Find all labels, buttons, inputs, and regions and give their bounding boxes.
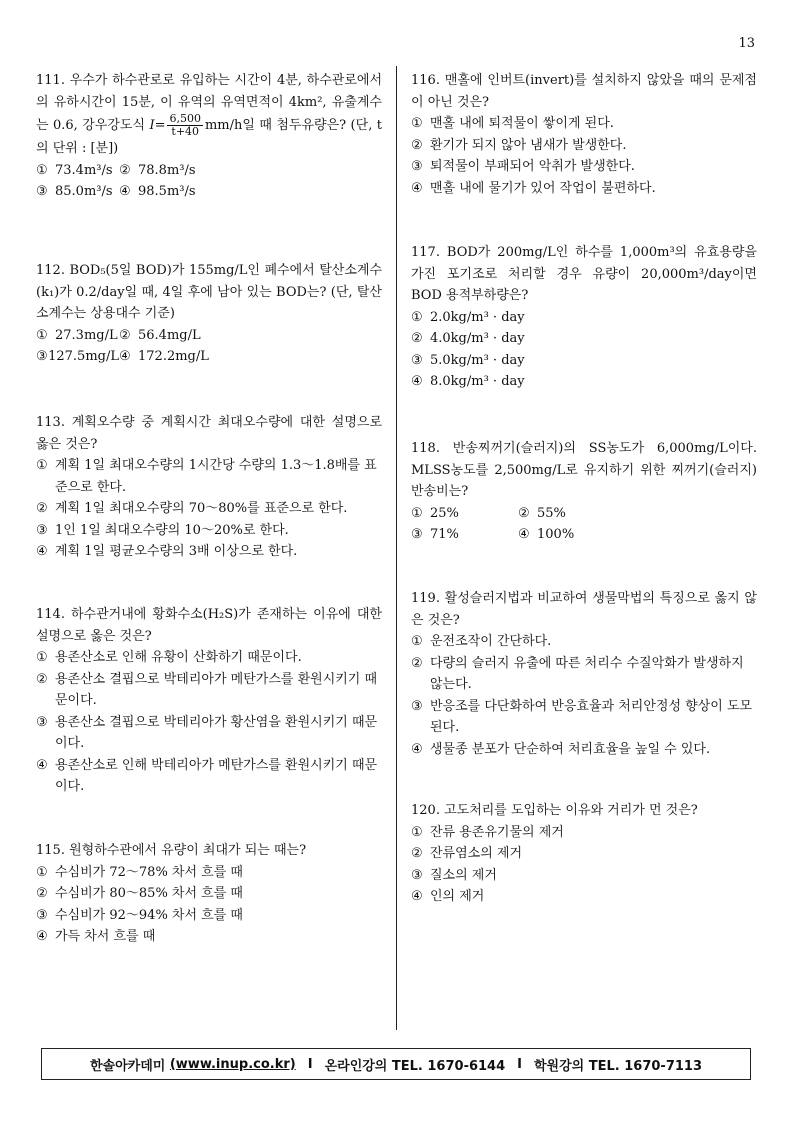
question-119 <box>411 588 757 760</box>
question-stem: 112. BOD₅(5일 BOD)가 155mg/L인 폐수에서 탈산소계수(k₁)가 0.2/day일 때, 4일 후에 남아 있는 BOD는? (단, 탈산소계수는 상용대수 기준) <box>36 263 382 321</box>
option-row <box>36 325 382 347</box>
footer-banner <box>41 1048 751 1080</box>
separator: I <box>517 1056 522 1072</box>
option-3[interactable]: ③ 5.0kg/m³ · day <box>411 352 525 368</box>
option-1[interactable]: ① 계획 1일 최대오수량의 1시간당 수량의 1.3～1.8배를 표준으로 한다. <box>36 458 377 495</box>
option-2[interactable]: ② 계획 1일 최대오수량의 70～80%를 표준으로 한다. <box>36 501 348 516</box>
question-stem: 119. 활성슬러지법과 비교하여 생물막법의 특징으로 옳지 않은 것은? <box>411 591 757 628</box>
option-2[interactable]: ② 다량의 슬러지 유출에 따른 처리수 수질악화가 발생하지 않는다. <box>411 655 744 692</box>
column-divider <box>396 66 397 1030</box>
option-2[interactable]: ② 잔류염소의 제거 <box>411 846 523 861</box>
question-stem: 117. BOD가 200mg/L인 하수를 1,000m³의 유효용량을 가진 포기조로 처리할 경우 유량이 20,000m³/day이면 BOD 용적부하량은? <box>411 245 757 303</box>
option-2[interactable]: ② 수심비가 80～85% 차서 흐를 때 <box>36 886 243 901</box>
option-4[interactable]: ④ 8.0kg/m³ · day <box>411 374 525 389</box>
option-4[interactable]: ④ 172.2mg/L <box>119 349 209 364</box>
question-112 <box>36 260 382 368</box>
question-111 <box>36 70 382 203</box>
option-row <box>36 346 382 368</box>
option-4[interactable]: ④ 가득 차서 흐를 때 <box>36 929 156 944</box>
question-117 <box>411 242 757 393</box>
option-1[interactable]: ① 73.4m³/s <box>36 162 113 178</box>
rainfall-formula: $\frac{6,500}{t+40}$ <box>169 112 201 138</box>
question-stem: 114. 하수관거내에 황화수소(H₂S)가 존재하는 이유에 대한 설명으로 옳은 것은? <box>36 607 382 644</box>
option-row <box>411 503 757 525</box>
option-3[interactable]: ③ 용존산소 결핍으로 박테리아가 황산염을 환원시키기 때문이다. <box>36 714 378 751</box>
option-1[interactable]: ① 잔류 용존유기물의 제거 <box>411 824 564 840</box>
question-stem: 113. 계획오수량 중 계획시간 최대오수량에 대한 설명으로 옳은 것은? <box>36 415 382 452</box>
question-114 <box>36 604 382 798</box>
option-1[interactable]: ① 맨홀 내에 퇴적물이 쌓이게 된다. <box>411 116 614 131</box>
option-4[interactable]: ④ 생물종 분포가 단순하여 처리효율을 높일 수 있다. <box>411 741 711 757</box>
option-2[interactable]: ② 55% <box>518 505 566 521</box>
option-2[interactable]: ② 56.4mg/L <box>119 327 201 343</box>
option-3[interactable]: ③ 반응조를 다단화하여 반응효율과 처리안정성 향상이 도모된다. <box>411 698 753 735</box>
question-116 <box>411 70 757 199</box>
option-row <box>411 524 757 546</box>
option-4[interactable]: ④ 용존산소로 인해 박테리아가 메탄가스를 환원시키기 때문이다. <box>36 757 378 794</box>
option-3[interactable]: ③ 71% <box>411 527 459 542</box>
option-1[interactable]: ① 용존산소로 인해 유황이 산화하기 때문이다. <box>36 650 302 665</box>
question-115 <box>36 840 382 948</box>
option-4[interactable]: ④ 계획 1일 평균오수량의 3배 이상으로 한다. <box>36 544 298 559</box>
question-stem: 115. 원형하수관에서 유량이 최대가 되는 때는? <box>36 843 307 858</box>
question-stem: 116. 맨홀에 인버트(invert)를 설치하지 않았을 때의 문제점이 아닌 것은? <box>411 73 757 110</box>
option-row <box>36 160 382 182</box>
option-2[interactable]: ② 4.0kg/m³ · day <box>411 331 525 346</box>
option-3[interactable]: ③ 1인 1일 최대오수량의 10～20%로 한다. <box>36 522 289 538</box>
option-4[interactable]: ④ 인의 제거 <box>411 889 485 904</box>
option-1[interactable]: ① 수심비가 72～78% 차서 흐를 때 <box>36 864 243 880</box>
question-113 <box>36 412 382 563</box>
option-4[interactable]: ④ 100% <box>518 527 575 542</box>
option-3[interactable]: ③ 질소의 제거 <box>411 867 497 883</box>
option-2[interactable]: ② 78.8m³/s <box>119 162 196 178</box>
option-3[interactable]: ③ 127.5mg/L <box>36 349 119 364</box>
academy-url-link[interactable]: (www.inup.co.kr) <box>169 1056 296 1072</box>
separator: I <box>307 1056 313 1072</box>
option-4[interactable]: ④ 98.5m³/s <box>119 184 196 199</box>
option-2[interactable]: ② 용존산소 결핍으로 박테리아가 메탄가스를 환원시키기 때문이다. <box>36 671 378 708</box>
option-3[interactable]: ③ 85.0m³/s <box>36 184 113 199</box>
option-1[interactable]: ① 27.3mg/L <box>36 327 118 343</box>
option-row <box>36 181 382 203</box>
online-lecture-phone: 온라인강의 TEL. 1670-6144 <box>324 1058 506 1074</box>
question-120 <box>411 800 757 908</box>
option-1[interactable]: ① 운전조작이 간단하다. <box>411 634 552 649</box>
option-3[interactable]: ③ 수심비가 92～94% 차서 흐를 때 <box>36 907 243 923</box>
question-118 <box>411 438 757 546</box>
option-1[interactable]: ① 25% <box>411 505 459 521</box>
option-4[interactable]: ④ 맨홀 내에 물기가 있어 작업이 불편하다. <box>411 180 656 196</box>
option-1[interactable]: ① 2.0kg/m³ · day <box>411 309 525 325</box>
question-stem: 111. 우수가 하수관로로 유입하는 시간이 4분, 하수관로에서의 유하시간이 15분, 이 유역의 유역면적이 4km², 유출계수는 0.6, 강우강도식 I= $\frac{6,500}{t+40}$ mm/h일 때 첨두유량은? (단, t의 단위 : [분]) <box>36 73 382 156</box>
question-stem: 120. 고도처리를 도입하는 이유와 거리가 먼 것은? <box>411 803 698 818</box>
option-3[interactable]: ③ 퇴적물이 부패되어 악취가 발생한다. <box>411 159 635 174</box>
question-stem: 118. 반송찌꺼기(슬러지)의 SS농도가 6,000mg/L이다. MLSS농도를 2,500mg/L로 유지하기 위한 찌꺼기(슬러지) 반송비는? <box>411 441 757 499</box>
page-number: 13 <box>738 36 755 51</box>
offline-lecture-phone: 학원강의 TEL. 1670-7113 <box>534 1058 703 1074</box>
option-2[interactable]: ② 환기가 되지 않아 냄새가 발생한다. <box>411 137 627 153</box>
academy-name: 한솔아카데미 <box>89 1058 166 1074</box>
